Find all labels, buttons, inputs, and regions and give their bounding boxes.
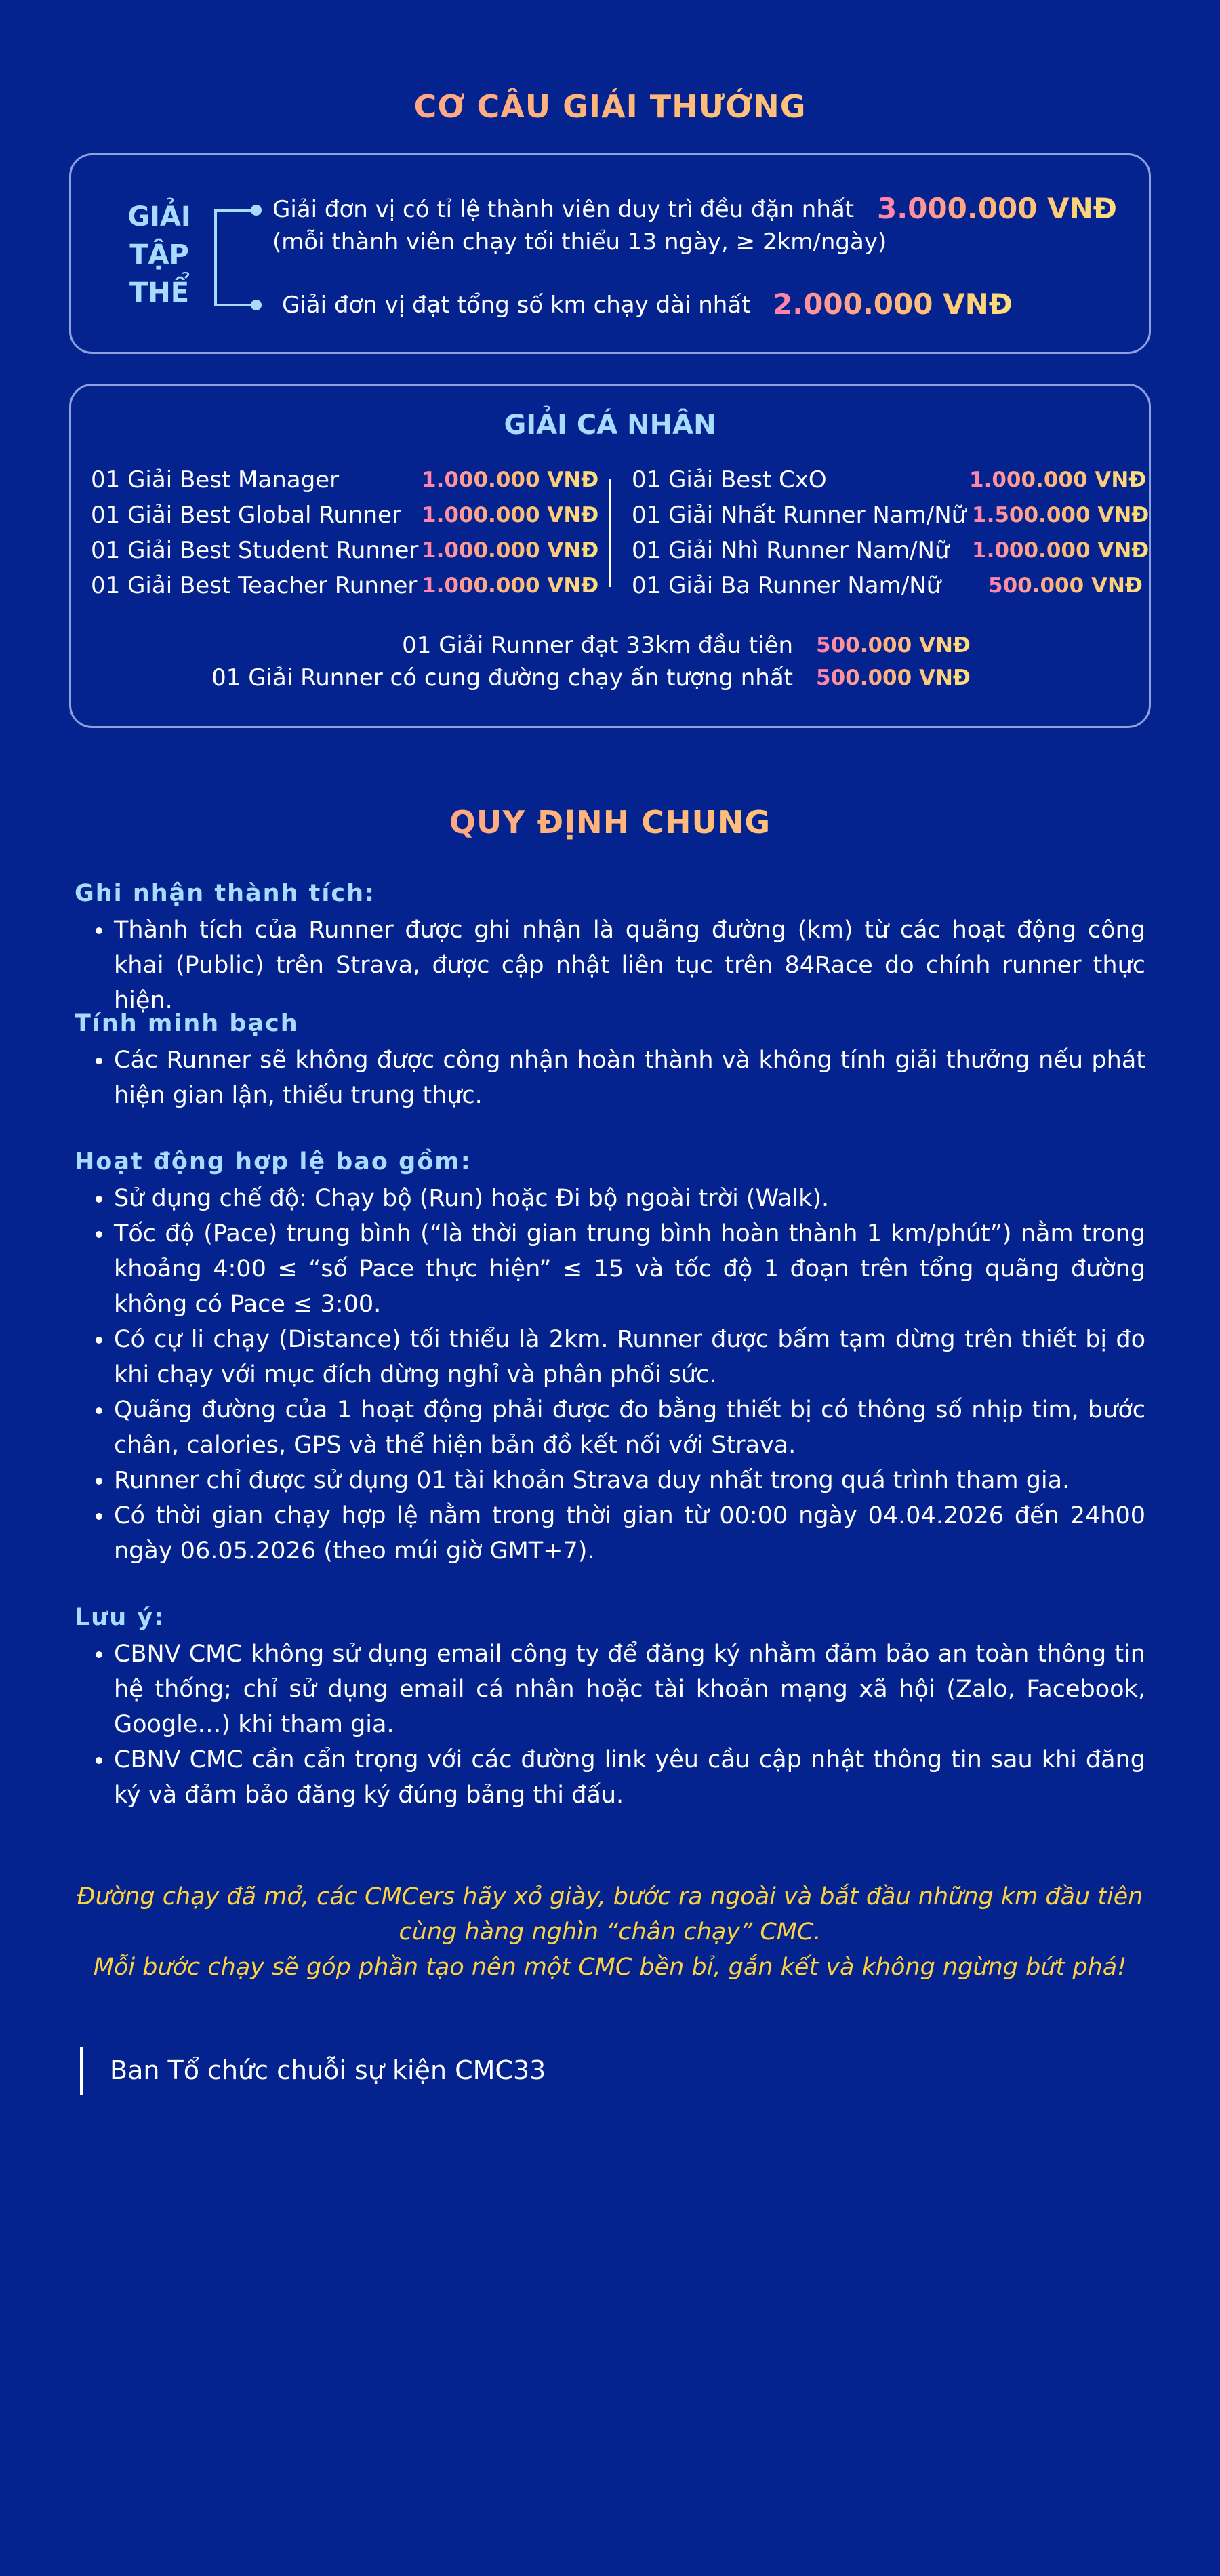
signature-bar [80, 2047, 83, 2095]
bracket-line [214, 210, 217, 305]
bullet-dot [251, 300, 262, 310]
rule-item: • Các Runner sẽ không được công nhận hoàn thành và không tính giải thưởng nếu phát hiện gian lận, thiếu trung thực. [114, 1043, 1145, 1113]
rule-item: • Tốc độ (Pace) trung bình (“là thời gian trung bình hoàn thành 1 km/phút”) nằm trong khoảng 4:00 ≤ “số Pace thực hiện” ≤ 15 và tốc độ 1 đoạn trên tổng quãng đường không có Pace ≤ 3:00. [114, 1216, 1145, 1322]
collective-award-1-amount: 3.000.000 VNĐ [877, 192, 1117, 225]
rule-heading: Lưu ý: [75, 1604, 165, 1631]
award-amount: 1.000.000 VNĐ [422, 468, 599, 492]
column-divider [609, 479, 611, 587]
rule-section-transparency [75, 1010, 1145, 1113]
rule-item: • Quãng đường của 1 hoạt động phải được đo bằng thiết bị có thông số nhịp tim, bước chân, calories, GPS và thể hiện bản đồ kết nối với Strava. [114, 1392, 1145, 1463]
award-amount: 1.500.000 VNĐ [972, 503, 1150, 527]
rule-section-achievement [75, 880, 1145, 1018]
award-name: 01 Giải Best Teacher Runner [91, 572, 418, 599]
rule-section-valid-activities [75, 1148, 1145, 1569]
rule-item: • Runner chỉ được sử dụng 01 tài khoản Strava duy nhất trong quá trình tham gia. [114, 1463, 1145, 1498]
award-name: 01 Giải Nhì Runner Nam/Nữ [632, 537, 950, 564]
collective-award-2-amount: 2.000.000 VNĐ [773, 287, 1013, 321]
collective-label-line: TẬP [129, 239, 189, 270]
award-name: 01 Giải Nhất Runner Nam/Nữ [632, 502, 967, 529]
collective-label-line: THỂ [129, 277, 190, 308]
collective-award-2-name: Giải đơn vị đạt tổng số km chạy dài nhất [282, 291, 751, 319]
rule-item: • Có thời gian chạy hợp lệ nằm trong thời gian từ 00:00 ngày 04.04.2026 đến 24h00 ngày 06.05.2026 (theo múi giờ GMT+7). [114, 1498, 1145, 1569]
rule-heading: Hoạt động hợp lệ bao gồm: [75, 1148, 472, 1175]
collective-awards-label [122, 198, 197, 312]
award-amount: 1.000.000 VNĐ [972, 538, 1150, 563]
rule-heading: Tính minh bạch [75, 1010, 299, 1037]
rule-list [75, 912, 1145, 1018]
award-amount: 1.000.000 VNĐ [422, 538, 599, 563]
award-amount: 1.000.000 VNĐ [969, 468, 1147, 492]
rule-item: • Sử dụng chế độ: Chạy bộ (Run) hoặc Đi bộ ngoài trời (Walk). [114, 1181, 1145, 1216]
collective-award-1-condition: (mỗi thành viên chạy tối thiểu 13 ngày, ≥ 2km/ngày) [272, 228, 887, 256]
closing-line: Mỗi bước chạy sẽ góp phần tạo nên một CMC bền bỉ, gắn kết và không ngừng bứt phá! [93, 1954, 1127, 1981]
award-amount: 1.000.000 VNĐ [422, 503, 599, 527]
collective-label-line: GIẢI [127, 201, 191, 233]
rule-heading: Ghi nhận thành tích: [75, 880, 376, 907]
rule-list [75, 1636, 1145, 1813]
awards-title: CƠ CẤU GIẢI THƯỞNG [0, 88, 1220, 125]
award-name: 01 Giải Runner có cung đường chạy ấn tượng nhất [211, 664, 793, 691]
rule-item: • Thành tích của Runner được ghi nhận là quãng đường (km) từ các hoạt động công khai (Public) trên Strava, được cập nhật liên tục trên 84Race do chính runner thực hiện. [114, 912, 1145, 1018]
rules-title: QUY ĐỊNH CHUNG [0, 804, 1220, 841]
rule-section-notes [75, 1604, 1145, 1813]
closing-message [68, 1879, 1152, 1985]
bullet-dot [251, 205, 262, 216]
rule-item: • CBNV CMC cần cẩn trọng với các đường link yêu cầu cập nhật thông tin sau khi đăng ký và đảm bảo đăng ký đúng bảng thi đấu. [114, 1742, 1145, 1813]
closing-line: Đường chạy đã mở, các CMCers hãy xỏ giày, bước ra ngoài và bắt đầu những km đầu tiên [77, 1883, 1143, 1910]
individual-awards-title: GIẢI CÁ NHÂN [504, 409, 716, 441]
award-amount: 500.000 VNĐ [816, 633, 971, 658]
award-name: 01 Giải Best Student Runner [91, 537, 419, 564]
rule-item: • CBNV CMC không sử dụng email công ty để đăng ký nhằm đảm bảo an toàn thông tin hệ thống; chỉ sử dụng email cá nhân hoặc tài khoản mạng xã hội (Zalo, Facebook, Google…) khi tham gia. [114, 1636, 1145, 1742]
award-amount: 500.000 VNĐ [816, 666, 971, 690]
signature: Ban Tổ chức chuỗi sự kiện CMC33 [110, 2055, 546, 2085]
bracket-line [214, 209, 256, 212]
award-name: 01 Giải Ba Runner Nam/Nữ [632, 572, 941, 599]
award-name: 01 Giải Best Manager [91, 466, 340, 494]
award-amount: 1.000.000 VNĐ [422, 573, 599, 598]
award-name: 01 Giải Best Global Runner [91, 502, 401, 529]
closing-line: cùng hàng nghìn “chân chạy” CMC. [399, 1918, 821, 1946]
rule-list [75, 1181, 1145, 1569]
award-name: 01 Giải Runner đạt 33km đầu tiên [402, 632, 793, 659]
rule-list [75, 1043, 1145, 1113]
award-amount: 500.000 VNĐ [988, 573, 1143, 598]
collective-award-1-name: Giải đơn vị có tỉ lệ thành viên duy trì đều đặn nhất [272, 196, 855, 223]
bracket-line [214, 304, 256, 306]
rule-item: • Có cự li chạy (Distance) tối thiểu là 2km. Runner được bấm tạm dừng trên thiết bị đo khi chạy với mục đích dừng nghỉ và phân phối sức. [114, 1322, 1145, 1392]
award-name: 01 Giải Best CxO [632, 466, 827, 494]
